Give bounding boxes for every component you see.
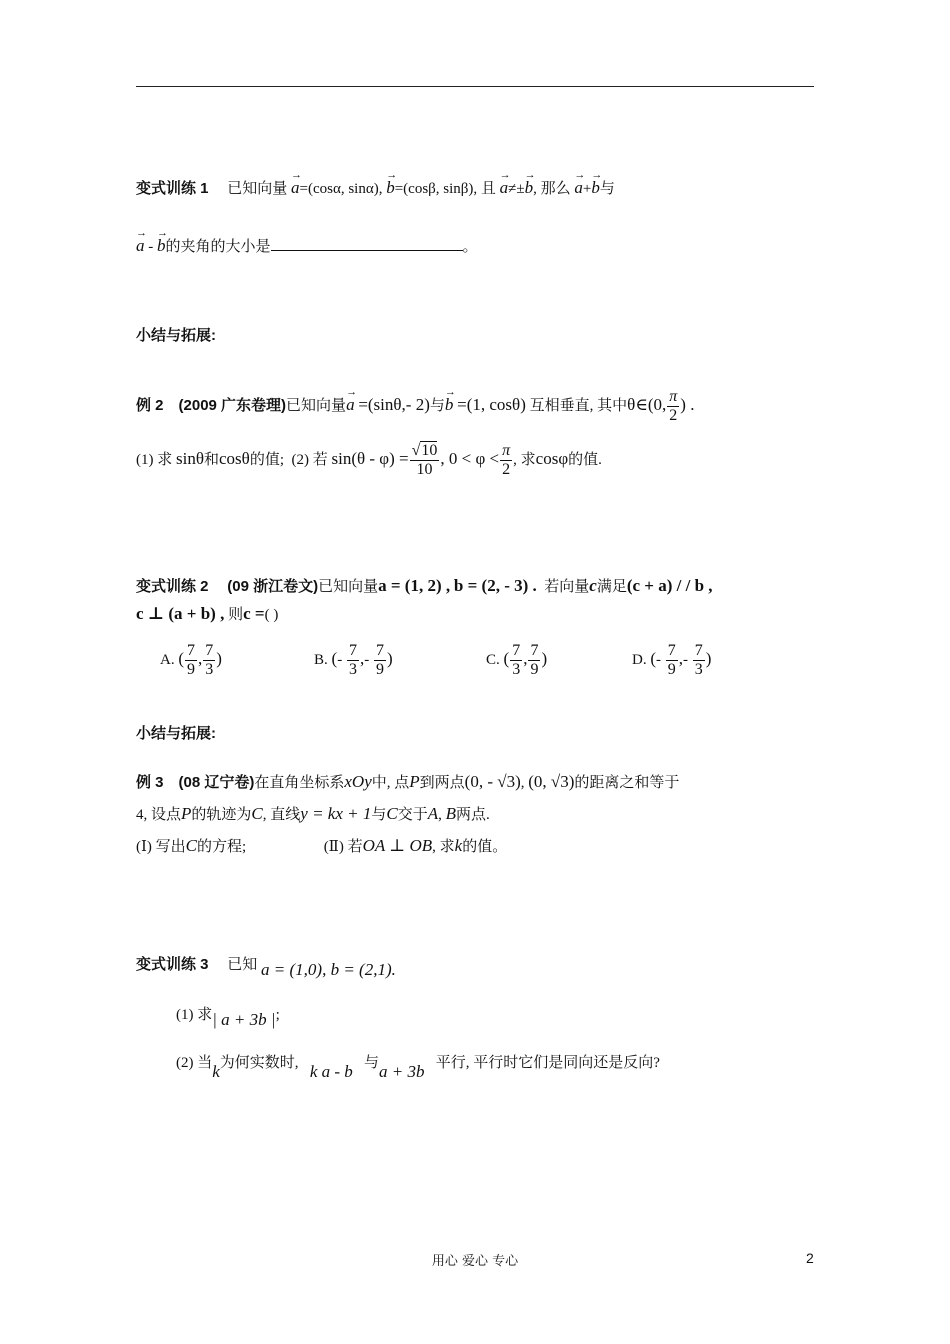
expression-a-plus-3b: a + 3b	[379, 1062, 425, 1081]
example-2-intro: 已知向量	[286, 397, 347, 414]
vector-b-def: =(cosβ, sinβ), 且	[394, 181, 496, 197]
vector-b: → b	[386, 178, 395, 198]
text: 平行, 平行时它们是同向还是反向?	[435, 1055, 660, 1071]
denominator: 3	[694, 661, 703, 678]
sin-theta: sinθ	[176, 448, 204, 468]
example-2-line-2	[136, 442, 602, 479]
denominator: 9	[530, 661, 539, 678]
perpendicular-text: 互相垂直, 其中	[529, 397, 628, 414]
vector-a: → a	[346, 395, 355, 415]
exercise-1-line-2	[136, 236, 478, 257]
example-3-line-3	[136, 836, 507, 857]
denominator: 9	[375, 661, 384, 678]
example-2-source: (2009 广东卷理)	[178, 396, 287, 414]
exercise-1-label: 变式训练 1	[136, 180, 209, 197]
sign: -	[364, 651, 370, 668]
option-label: B.	[314, 651, 328, 668]
vector-a-eq: =(sinθ,- 2)	[358, 394, 430, 414]
phi-range: , 0 < φ <	[440, 448, 500, 468]
then-text: , 那么	[533, 181, 571, 197]
example-3-source: (08 辽宁卷)	[178, 774, 255, 791]
satisfy-text: 满足	[596, 579, 627, 595]
fraction	[528, 642, 540, 679]
variable-k: k	[454, 836, 463, 855]
example-3-label: 例 3	[136, 774, 164, 791]
magnitude-expression: | a + 3b |	[212, 1010, 276, 1029]
point-p: P	[181, 804, 192, 823]
neq-sign: ≠±	[508, 181, 525, 197]
numerator: 7	[348, 642, 357, 659]
given-vectors: a = (1,0), b = (2,1).	[261, 960, 396, 979]
curve-c: C	[386, 804, 398, 823]
ask-text: , 求	[513, 451, 536, 468]
question-2-label: (2) 若	[291, 451, 328, 468]
exercise-1-intro: 已知向量	[227, 181, 288, 197]
fraction	[510, 642, 522, 679]
denominator: 3	[205, 661, 214, 678]
summary-heading-1: 小结与拓展:	[136, 327, 216, 344]
exercise-3-question-2	[176, 1052, 660, 1081]
exercise-2-source: (09 浙江卷文)	[227, 578, 319, 595]
fraction	[185, 642, 197, 679]
text: 交于	[397, 807, 428, 823]
numerator: 7	[694, 642, 703, 659]
numerator: 7	[512, 642, 521, 659]
text: 在直角坐标系	[254, 775, 345, 791]
summary-heading-2: 小结与拓展:	[136, 725, 216, 742]
question-1-label: (Ⅰ) 写出	[136, 839, 186, 855]
text: 中, 点	[371, 775, 410, 791]
minus-sign: -	[148, 239, 154, 255]
text: 的值。	[462, 839, 508, 855]
point-p: P	[409, 772, 420, 791]
with-text: 与	[429, 397, 445, 414]
answer-blank[interactable]	[271, 236, 463, 251]
variable-k: k	[212, 1062, 220, 1081]
text: 与	[371, 807, 387, 823]
with-text: 与	[599, 181, 615, 197]
denominator: 9	[187, 661, 196, 678]
pi-over-2	[500, 442, 512, 479]
vector-a-def: =(cosα, sinα),	[299, 181, 383, 197]
question-2-label: (2) 当	[176, 1055, 213, 1071]
text: ;	[275, 1007, 280, 1023]
fraction	[347, 642, 359, 679]
exercise-3-line-1	[136, 954, 396, 979]
exercise-3-intro: 已知	[227, 957, 258, 973]
c-equals: c =	[243, 604, 265, 623]
numerator: 7	[667, 642, 676, 659]
vector-b: → b	[525, 178, 534, 198]
text: 到两点	[419, 775, 465, 791]
text: , 求	[432, 839, 455, 855]
point-1: (0, - √3)	[464, 772, 521, 791]
text: 的距离之和等于	[574, 775, 680, 791]
fraction	[374, 642, 386, 679]
denominator: 2	[669, 407, 678, 424]
text: , 直线	[262, 807, 301, 823]
vector-b-eq: b = (2, - 3) .	[453, 576, 537, 595]
exercise-2-label: 变式训练 2	[136, 578, 209, 595]
vector-b: → b	[157, 236, 166, 256]
point-2: (0, √3)	[528, 772, 575, 791]
example-3-line-1	[136, 772, 679, 793]
plus-sign: +	[582, 181, 592, 197]
then-text: 则	[228, 607, 244, 623]
fraction	[203, 642, 215, 679]
condition-text: 若向量	[544, 579, 590, 595]
fraction	[693, 642, 705, 679]
denominator: 3	[348, 661, 357, 678]
option-label: A.	[160, 651, 175, 668]
exercise-1-line-1	[136, 178, 615, 199]
sin-expression: sin(θ - φ) =	[331, 448, 409, 468]
option-c[interactable]: C. ( $\frac{7}{3}$ , $\frac{7}{9}$ )	[486, 642, 548, 678]
option-a[interactable]: A. ( $\frac{7}{9}$ , $\frac{7}{3}$ )	[160, 642, 222, 678]
option-label: C.	[486, 651, 500, 668]
curve-c: C	[185, 836, 198, 855]
perpendicular-condition: OA ⊥ OB	[362, 836, 433, 855]
denominator: 2	[502, 461, 511, 478]
page-footer: 用心 爱心 专心	[431, 1254, 519, 1269]
option-label: D.	[632, 651, 647, 668]
value-of-text: 的值;	[249, 451, 284, 468]
exercise-2-intro: 已知向量	[318, 579, 379, 595]
text: 的轨迹为	[191, 807, 252, 823]
parallel-condition: (c + a) / / b ,	[626, 576, 713, 595]
numerator: π	[669, 388, 678, 405]
cos-theta: cosθ	[219, 448, 250, 468]
sign: -	[683, 651, 689, 668]
exercise-2-line-2	[136, 604, 278, 625]
example-3-line-2: 4, 设点P的轨迹为C, 直线y = kx + 1与C交于A, B两点.	[136, 804, 490, 823]
question-1-label: (1) 求	[176, 1007, 213, 1023]
vector-a-eq: a = (1, 2) ,	[378, 576, 451, 595]
cos-phi: cosφ	[535, 448, 569, 468]
pi-over-2	[667, 388, 679, 425]
sqrt10-over-10: $\frac{√10}{10}$	[411, 442, 438, 478]
period: 。	[462, 239, 478, 255]
text: 4, 设点	[136, 807, 182, 823]
header-rule	[136, 86, 814, 87]
theta-range: θ∈(0,	[627, 394, 667, 414]
page-number: 2	[806, 1250, 814, 1266]
denominator: 3	[512, 661, 521, 678]
vector-b-eq: =(1, cosθ)	[457, 394, 526, 414]
option-b[interactable]: B. (- $\frac{7}{3}$ ,- $\frac{7}{9}$ )	[314, 642, 393, 678]
sqrt-10: 10	[421, 442, 438, 459]
denominator: 10	[416, 461, 433, 478]
exercise-3-label: 变式训练 3	[136, 956, 209, 973]
expression-ka-minus-b: k a - b	[309, 1062, 353, 1081]
vector-a: → a	[500, 178, 509, 198]
numerator: 7	[205, 642, 214, 659]
vector-c: c	[589, 576, 597, 595]
numerator: 7	[187, 642, 196, 659]
exercise-3-question-1	[176, 1004, 280, 1029]
line-equation: y = kx + 1	[300, 804, 372, 823]
sign: -	[656, 651, 662, 668]
vector-a: → a	[574, 178, 583, 198]
point-a: A	[427, 804, 439, 823]
vector-b: → b	[445, 395, 454, 415]
vector-b: → b	[591, 178, 600, 198]
perpendicular-condition: c ⊥ (a + b) ,	[136, 604, 225, 623]
text: 两点.	[456, 807, 490, 823]
xoy-system: xOy	[344, 772, 372, 791]
numerator: 7	[375, 642, 384, 659]
option-d[interactable]: D. (- $\frac{7}{9}$ ,- $\frac{7}{3}$ )	[632, 642, 712, 678]
point-b: B	[445, 804, 457, 823]
fraction	[666, 642, 678, 679]
example-2-line-1	[136, 388, 694, 425]
example-2-label: 例 2	[136, 396, 164, 414]
vector-a: → a	[136, 236, 145, 256]
denominator: 9	[667, 661, 676, 678]
angle-question: 的夹角的大小是	[165, 239, 271, 255]
text: 为何实数时,	[219, 1055, 299, 1071]
answer-paren: ( )	[264, 607, 279, 623]
question-1-label: (1) 求	[136, 451, 173, 468]
sign: -	[337, 651, 343, 668]
curve-c: C	[251, 804, 263, 823]
text: 的方程;	[197, 839, 247, 855]
value-end-text: 的值.	[568, 451, 602, 468]
vector-a: → a	[291, 178, 300, 198]
numerator: 7	[530, 642, 539, 659]
comma: ,	[520, 775, 525, 791]
numerator: π	[502, 442, 511, 459]
close-paren: ) .	[680, 394, 695, 414]
exercise-2-line-1	[136, 576, 713, 597]
question-2-label: (Ⅱ) 若	[323, 839, 363, 855]
with-text: 与	[364, 1055, 380, 1071]
and-text: 和	[203, 451, 219, 468]
